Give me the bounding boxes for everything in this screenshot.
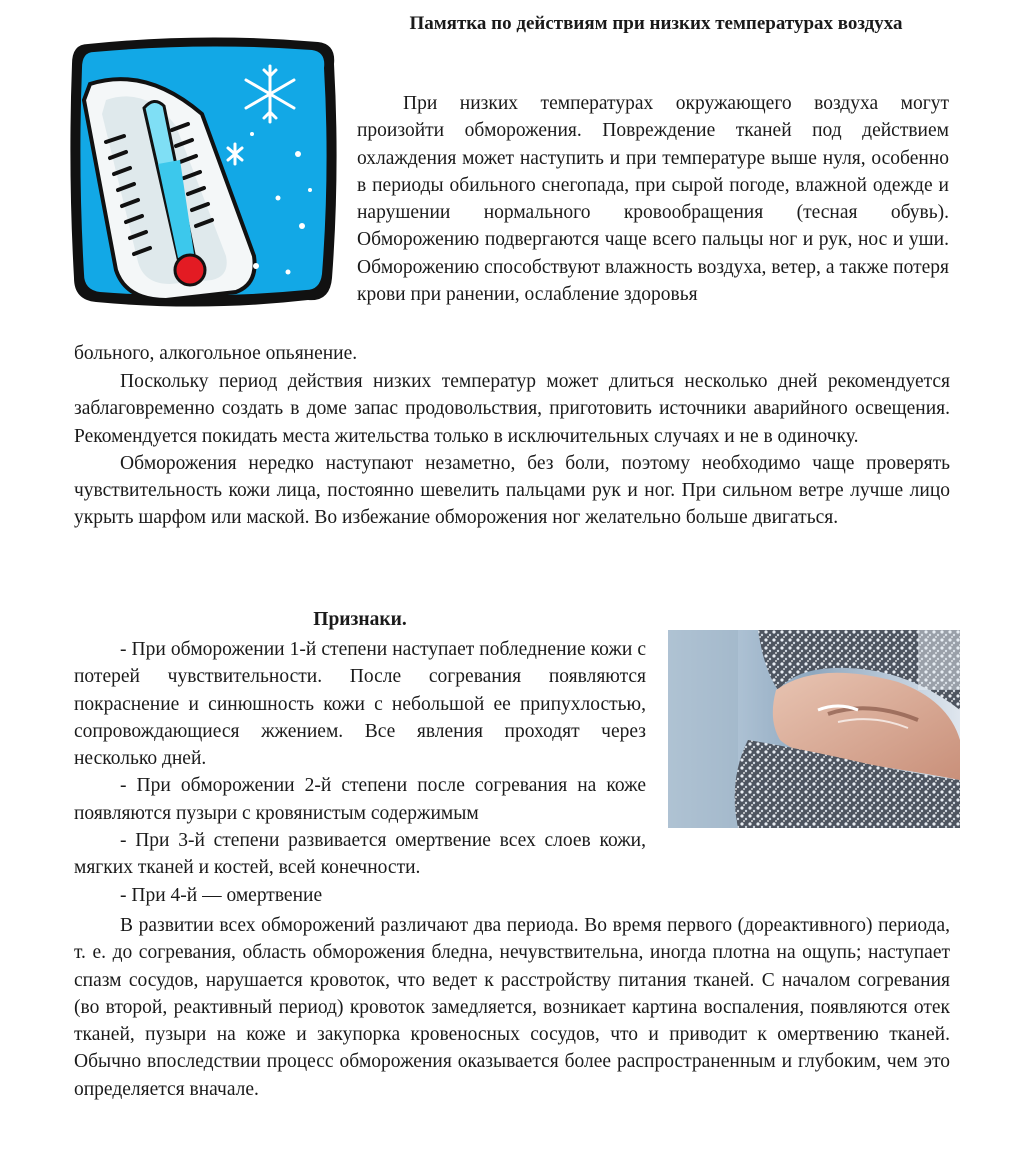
paragraph-supplies: Поскольку период действия низких температур может длиться несколько дней рекомендуется заблаговременно создать в доме запас продовольствия, приготовить источники аварийного освещения. Рекомендуется покидать места жительства только в исключительных случаях и не в одиночку. bbox=[74, 371, 950, 447]
final-paragraph bbox=[74, 912, 950, 1103]
paragraph-prevention: Обморожения нередко наступают незаметно, без боли, поэтому необходимо чаще проверять чувствительность кожи лица, постоянно шевелить пальцами рук и ног. При сильном ветре лучше лицо укрыть шарфом или маской. Во избежание обморожения ног желательно больше двигаться. bbox=[74, 452, 950, 529]
sign-degree-1: - При обморожении 1-й степени наступает побледнение кожи с потерей чувствительности. После согревания появляются покраснение и синюшность кожи с небольшой ее припухлостью, сопровождающиеся жжением. Все явления проходят через несколько дней. bbox=[74, 639, 646, 770]
final-text: В развитии всех обморожений различают два периода. Во время первого (дореактивного) периода, т. е. до согревания, область обморожения бледна, нечувствительна, иногда плотна на ощупь; наступает спазм сосудов, нарушается кровоток, что ведет к расстройству питания тканей. С началом согревания (во второй, реактивный период) кровоток замедляется, возникает картина воспаления, появляются отек тканей, пузыри на коже и закупорка кровеносных сосудов, что и приводит к омертвению тканей. Обычно впоследствии процесс обморожения оказывается более распространенным и глубоким, чем это определяется вначале. bbox=[74, 915, 950, 1100]
body-paragraphs bbox=[74, 368, 950, 532]
sign-degree-4: - При 4-й — омертвение bbox=[120, 884, 323, 906]
intro-paragraph-continuation bbox=[74, 340, 950, 367]
signs-heading: Признаки. bbox=[313, 609, 407, 630]
signs-list bbox=[74, 636, 646, 909]
sign-degree-2: - При обморожении 2-й степени после согревания на коже появляются пузыри с кровянистым содержимым bbox=[74, 775, 646, 824]
intro-tail-text: больного, алкогольное опьянение. bbox=[74, 343, 358, 364]
intro-paragraph bbox=[357, 90, 949, 308]
frozen-face-photo bbox=[668, 630, 960, 828]
sign-degree-3: - При 3-й степени развивается омертвение всех слоев кожи, мягких тканей и костей, всей конечности. bbox=[74, 830, 646, 879]
page-title: Памятка по действиям при низких температурах воздуха bbox=[409, 13, 903, 34]
thermometer-snowflake-icon bbox=[66, 30, 340, 312]
intro-text: При низких температурах окружающего воздуха могут произойти обморожения. Повреждение тканей под действием охлаждения может наступить и при температуре выше нуля, особенно в периоды обильного снегопада, при сырой погоде, влажной одежде и нарушении нормального кровообращения (тесная обувь). Обморожению подвергаются чаще всего пальцы ног и рук, нос и уши. Обморожению способствуют влажность воздуха, ветер, а также потеря крови при ранении, ослабление здоровья bbox=[357, 93, 949, 306]
